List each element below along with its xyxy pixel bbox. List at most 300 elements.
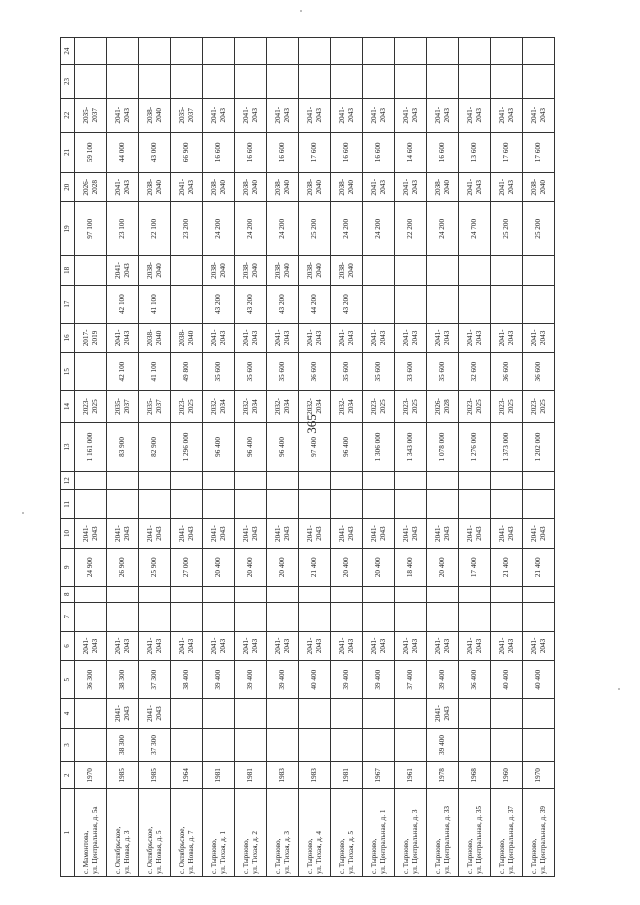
address-cell: с. Тырново, ул. Тихая, д. 4 (299, 789, 331, 877)
column-header: 5 (61, 661, 75, 699)
table-cell: 36 300 (75, 661, 107, 699)
table-cell: 37 300 (139, 661, 171, 699)
page-number: 365 (303, 414, 319, 434)
table-cell (299, 586, 331, 602)
table-cell: 2041- 2043 (523, 519, 555, 548)
table-cell (171, 472, 203, 490)
table-cell: 42 100 (107, 353, 139, 391)
table-cell: 2041- 2043 (75, 631, 107, 660)
table-cell (459, 472, 491, 490)
table-cell: 2041- 2043 (331, 519, 363, 548)
table-cell: 25 900 (139, 548, 171, 586)
table-cell (107, 490, 139, 519)
table-cell: 2041- 2043 (299, 631, 331, 660)
table-cell (459, 490, 491, 519)
table-cell (459, 728, 491, 762)
table-row (171, 38, 203, 877)
table-cell (363, 38, 395, 65)
table-cell: 26 900 (107, 548, 139, 586)
table-cell: 2041- 2043 (459, 173, 491, 202)
table-cell (75, 65, 107, 99)
table-cell: 39 400 (203, 661, 235, 699)
table-cell (75, 490, 107, 519)
table-cell: 2023- 2025 (75, 391, 107, 422)
table-row (75, 38, 107, 877)
table-cell: 20 400 (331, 548, 363, 586)
address-cell: с. Октябрьское, ул. Новая, д. 5 (139, 789, 171, 877)
table-cell: 2041- 2043 (363, 323, 395, 352)
table-cell (363, 256, 395, 285)
table-cell: 35 600 (331, 353, 363, 391)
table-cell (75, 699, 107, 728)
table-cell (523, 602, 555, 631)
table-cell: 2023- 2025 (363, 391, 395, 422)
address-cell: с. Тырново, ул. Центральная, д. 1 (363, 789, 395, 877)
address-cell: с. Мамонтова, ул. Центральная, д. 5а (75, 789, 107, 877)
table-cell: 1985 (107, 762, 139, 789)
table-cell: 2041- 2043 (363, 98, 395, 132)
table-cell: 2041- 2043 (395, 173, 427, 202)
table-cell (267, 65, 299, 99)
table-cell: 2041- 2043 (459, 519, 491, 548)
table-cell (331, 602, 363, 631)
table-cell (139, 65, 171, 99)
table-cell: 24 200 (363, 202, 395, 256)
table-cell: 2041- 2043 (427, 631, 459, 660)
table-cell: 2041- 2043 (107, 173, 139, 202)
table-cell: 35 600 (363, 353, 395, 391)
table-row (139, 38, 171, 877)
table-cell (363, 699, 395, 728)
table-cell: 2041- 2043 (459, 98, 491, 132)
table-cell: 59 100 (75, 132, 107, 172)
table-cell: 43 000 (139, 132, 171, 172)
column-header: 4 (61, 699, 75, 728)
column-header: 15 (61, 353, 75, 391)
table-cell: 24 200 (203, 202, 235, 256)
table-cell: 24 200 (331, 202, 363, 256)
column-header: 9 (61, 548, 75, 586)
table-cell (235, 586, 267, 602)
table-cell: 2023- 2025 (491, 391, 523, 422)
column-header: 10 (61, 519, 75, 548)
table-cell: 2041- 2043 (107, 631, 139, 660)
table-cell (459, 699, 491, 728)
table-cell: 2032- 2034 (203, 391, 235, 422)
table-cell: 20 400 (363, 548, 395, 586)
table-cell (235, 699, 267, 728)
table-cell (331, 472, 363, 490)
table-cell (203, 38, 235, 65)
table-cell: 1 306 000 (363, 422, 395, 471)
table-cell (523, 699, 555, 728)
table-cell (491, 65, 523, 99)
table-cell: 1968 (459, 762, 491, 789)
table-cell: 36 400 (459, 661, 491, 699)
table-cell (75, 728, 107, 762)
table-cell: 2032- 2034 (235, 391, 267, 422)
table-cell: 2038- 2040 (139, 98, 171, 132)
table-row (459, 38, 491, 877)
table-cell: 1981 (235, 762, 267, 789)
column-header: 14 (61, 391, 75, 422)
column-header: 12 (61, 472, 75, 490)
address-cell: с. Тырново, ул. Тихая, д. 5 (331, 789, 363, 877)
table-cell (491, 602, 523, 631)
table-cell (171, 586, 203, 602)
table-cell (75, 38, 107, 65)
table-cell (459, 285, 491, 323)
table-cell: 38 300 (107, 661, 139, 699)
table-cell: 43 200 (267, 285, 299, 323)
table-cell (523, 472, 555, 490)
table-cell: 44 000 (107, 132, 139, 172)
table-cell (523, 285, 555, 323)
table-cell (299, 65, 331, 99)
table-cell (459, 256, 491, 285)
column-header: 7 (61, 602, 75, 631)
column-header: 6 (61, 631, 75, 660)
table-cell (491, 728, 523, 762)
table-cell (203, 472, 235, 490)
table-row (363, 38, 395, 877)
table-cell: 2038- 2040 (331, 256, 363, 285)
table-cell: 2038- 2040 (235, 256, 267, 285)
table-cell: 1 202 000 (523, 422, 555, 471)
table-cell (203, 490, 235, 519)
table-cell: 35 600 (203, 353, 235, 391)
table-row (107, 38, 139, 877)
table-cell: 2026- 2028 (75, 173, 107, 202)
table-cell: 16 600 (267, 132, 299, 172)
table-cell: 2041- 2043 (331, 323, 363, 352)
table-cell (459, 602, 491, 631)
table-cell (331, 728, 363, 762)
table-cell: 13 600 (459, 132, 491, 172)
table-cell (139, 38, 171, 65)
table-cell: 2041- 2043 (107, 323, 139, 352)
table-cell: 24 200 (235, 202, 267, 256)
table-cell: 2038- 2040 (427, 173, 459, 202)
table-cell (523, 256, 555, 285)
column-header: 18 (61, 256, 75, 285)
table-cell: 2041- 2043 (395, 323, 427, 352)
table-cell: 2041- 2043 (395, 98, 427, 132)
table-cell (331, 699, 363, 728)
table-cell: 1983 (267, 762, 299, 789)
table-cell: 17 600 (299, 132, 331, 172)
column-header: 17 (61, 285, 75, 323)
table-cell (459, 38, 491, 65)
table-cell: 66 900 (171, 132, 203, 172)
table-cell: 2041- 2043 (267, 519, 299, 548)
table-cell: 2041- 2043 (491, 631, 523, 660)
table-cell: 2026- 2028 (427, 391, 459, 422)
table-cell: 17 600 (523, 132, 555, 172)
table-cell: 2041- 2043 (523, 323, 555, 352)
table-cell (75, 285, 107, 323)
table-cell: 2035- 2037 (107, 391, 139, 422)
table-cell: 16 600 (363, 132, 395, 172)
column-header: 22 (61, 98, 75, 132)
table-cell (363, 602, 395, 631)
table-cell (395, 490, 427, 519)
table-cell: 25 200 (491, 202, 523, 256)
table-cell: 35 600 (427, 353, 459, 391)
table-cell: 1 343 000 (395, 422, 427, 471)
table-cell: 27 000 (171, 548, 203, 586)
table-cell: 2023- 2025 (171, 391, 203, 422)
table-cell (107, 38, 139, 65)
address-cell: с. Октябрьское, ул. Новая, д. 7 (171, 789, 203, 877)
table-cell: 21 400 (491, 548, 523, 586)
table-cell: 2041- 2043 (331, 631, 363, 660)
table-cell: 16 600 (235, 132, 267, 172)
column-header: 2 (61, 762, 75, 789)
table-cell: 2041- 2043 (107, 98, 139, 132)
table-cell: 41 100 (139, 285, 171, 323)
table-cell (395, 728, 427, 762)
table-cell (107, 586, 139, 602)
table-cell (395, 602, 427, 631)
table-cell (299, 490, 331, 519)
table-cell: 1961 (395, 762, 427, 789)
table-cell: 20 400 (427, 548, 459, 586)
table-cell (267, 699, 299, 728)
table-cell (491, 472, 523, 490)
table-cell (171, 602, 203, 631)
table-cell: 96 400 (235, 422, 267, 471)
table-cell (299, 38, 331, 65)
table-row (395, 38, 427, 877)
table-row (427, 38, 459, 877)
table-cell: 83 900 (107, 422, 139, 471)
table-cell: 96 400 (203, 422, 235, 471)
table-cell: 43 200 (331, 285, 363, 323)
table-cell: 2041- 2043 (427, 699, 459, 728)
table-cell: 1 161 000 (75, 422, 107, 471)
table-cell (267, 602, 299, 631)
scan-speck (300, 10, 302, 12)
header-row (61, 38, 75, 877)
table-cell: 97 100 (75, 202, 107, 256)
table-cell: 2041- 2043 (139, 699, 171, 728)
scan-speck (618, 688, 620, 690)
table-cell (363, 490, 395, 519)
column-header: 1 (61, 789, 75, 877)
table-cell (75, 472, 107, 490)
table-cell: 42 100 (107, 285, 139, 323)
table-cell: 21 400 (299, 548, 331, 586)
table-cell: 2041- 2043 (107, 256, 139, 285)
table-cell: 22 100 (139, 202, 171, 256)
table-cell (299, 699, 331, 728)
table-cell: 24 900 (75, 548, 107, 586)
table-cell: 97 400 (299, 422, 331, 471)
table-cell: 16 600 (331, 132, 363, 172)
table-cell (395, 285, 427, 323)
table-cell (363, 586, 395, 602)
table-cell (459, 65, 491, 99)
table-cell: 2035- 2037 (171, 98, 203, 132)
table-cell (491, 586, 523, 602)
table-cell: 17 600 (491, 132, 523, 172)
table-cell: 2041- 2043 (107, 519, 139, 548)
table-cell: 2038- 2040 (203, 256, 235, 285)
table-cell: 20 400 (267, 548, 299, 586)
table-cell (203, 65, 235, 99)
table-cell: 2038- 2040 (139, 256, 171, 285)
table-cell (171, 285, 203, 323)
table-cell: 2032- 2034 (299, 391, 331, 422)
table-cell (107, 602, 139, 631)
table-cell (203, 586, 235, 602)
table-cell: 2041- 2043 (363, 631, 395, 660)
table-cell (139, 472, 171, 490)
table-cell (427, 256, 459, 285)
table-cell (491, 699, 523, 728)
table-cell: 2041- 2043 (427, 323, 459, 352)
table-cell (523, 490, 555, 519)
table-cell: 2041- 2043 (491, 323, 523, 352)
table-cell: 2038- 2040 (331, 173, 363, 202)
table-cell (331, 586, 363, 602)
table-cell: 2041- 2043 (491, 519, 523, 548)
table-cell (395, 586, 427, 602)
table-cell: 21 400 (523, 548, 555, 586)
table-cell (267, 472, 299, 490)
table-cell (427, 472, 459, 490)
table-cell: 2041- 2043 (267, 98, 299, 132)
table-cell: 2041- 2043 (75, 519, 107, 548)
table-cell: 2038- 2040 (267, 173, 299, 202)
table-cell: 40 400 (523, 661, 555, 699)
table-cell: 2038- 2040 (139, 173, 171, 202)
table-cell: 2041- 2043 (491, 173, 523, 202)
table-cell (331, 490, 363, 519)
table-cell (363, 285, 395, 323)
table-row (235, 38, 267, 877)
table-cell (395, 65, 427, 99)
table-cell: 39 400 (267, 661, 299, 699)
table-cell (139, 586, 171, 602)
column-header: 11 (61, 490, 75, 519)
table-cell: 35 600 (267, 353, 299, 391)
table-cell (107, 65, 139, 99)
table-cell: 1983 (299, 762, 331, 789)
table-cell (523, 586, 555, 602)
column-header: 16 (61, 323, 75, 352)
table-cell: 2041- 2043 (459, 323, 491, 352)
table-cell (523, 728, 555, 762)
table-cell: 2041- 2043 (235, 519, 267, 548)
table-cell: 38 400 (171, 661, 203, 699)
table-cell: 1960 (491, 762, 523, 789)
repair-schedule-table (60, 37, 555, 877)
table-cell: 1 373 000 (491, 422, 523, 471)
table-cell: 2023- 2025 (459, 391, 491, 422)
table-cell: 2041- 2043 (363, 173, 395, 202)
table-cell: 40 400 (299, 661, 331, 699)
table-cell: 39 400 (331, 661, 363, 699)
table-cell: 2041- 2043 (203, 519, 235, 548)
table-cell (139, 490, 171, 519)
table-cell (299, 728, 331, 762)
table-cell: 2041- 2043 (235, 631, 267, 660)
table-cell: 2041- 2043 (523, 98, 555, 132)
table-cell: 2041- 2043 (267, 631, 299, 660)
table-cell: 1970 (523, 762, 555, 789)
table-cell: 2041- 2043 (331, 98, 363, 132)
table-cell: 49 800 (171, 353, 203, 391)
table-cell (363, 728, 395, 762)
table-cell: 38 300 (107, 728, 139, 762)
table-cell (459, 586, 491, 602)
table-cell: 1967 (363, 762, 395, 789)
table-cell (75, 353, 107, 391)
table-cell: 2041- 2043 (171, 173, 203, 202)
table-cell (235, 490, 267, 519)
table-cell: 14 600 (395, 132, 427, 172)
table-cell: 2032- 2034 (267, 391, 299, 422)
table-cell: 37 300 (139, 728, 171, 762)
table-cell (75, 256, 107, 285)
table-cell: 25 200 (299, 202, 331, 256)
table-cell: 2041- 2043 (299, 519, 331, 548)
table-cell (171, 728, 203, 762)
table-cell: 35 600 (235, 353, 267, 391)
table-cell: 2041- 2043 (203, 323, 235, 352)
table-cell: 2038- 2040 (523, 173, 555, 202)
table-cell: 22 200 (395, 202, 427, 256)
table-cell: 2038- 2040 (171, 323, 203, 352)
table-cell (299, 602, 331, 631)
table-cell: 23 100 (107, 202, 139, 256)
table-cell: 2041- 2043 (139, 519, 171, 548)
table-cell (203, 728, 235, 762)
table-cell: 2041- 2043 (235, 98, 267, 132)
address-cell: с. Тырново, ул. Центральная, д. 33 (427, 789, 459, 877)
column-header: 8 (61, 586, 75, 602)
table-cell: 39 400 (363, 661, 395, 699)
table-row (267, 38, 299, 877)
address-cell: с. Октябрьское, ул. Новая, д. 3 (107, 789, 139, 877)
table-cell (139, 602, 171, 631)
column-header: 24 (61, 38, 75, 65)
table-cell (363, 472, 395, 490)
address-cell: с. Тырново, ул. Центральная, д. 35 (459, 789, 491, 877)
table-cell (523, 38, 555, 65)
table-cell: 2041- 2043 (203, 98, 235, 132)
table-cell: 39 400 (427, 728, 459, 762)
table-cell: 41 100 (139, 353, 171, 391)
table-cell: 24 700 (459, 202, 491, 256)
table-cell: 16 600 (427, 132, 459, 172)
table-cell: 2041- 2043 (427, 98, 459, 132)
table-cell: 2032- 2034 (331, 391, 363, 422)
table-cell: 2041- 2043 (203, 631, 235, 660)
table-cell: 23 200 (171, 202, 203, 256)
table-cell (395, 472, 427, 490)
table-cell (427, 65, 459, 99)
table-cell: 24 200 (427, 202, 459, 256)
table-cell: 20 400 (203, 548, 235, 586)
table-cell: 2038- 2040 (267, 256, 299, 285)
table-cell: 2041- 2043 (107, 699, 139, 728)
table-cell: 43 200 (203, 285, 235, 323)
table-cell: 36 600 (523, 353, 555, 391)
table-cell (267, 586, 299, 602)
